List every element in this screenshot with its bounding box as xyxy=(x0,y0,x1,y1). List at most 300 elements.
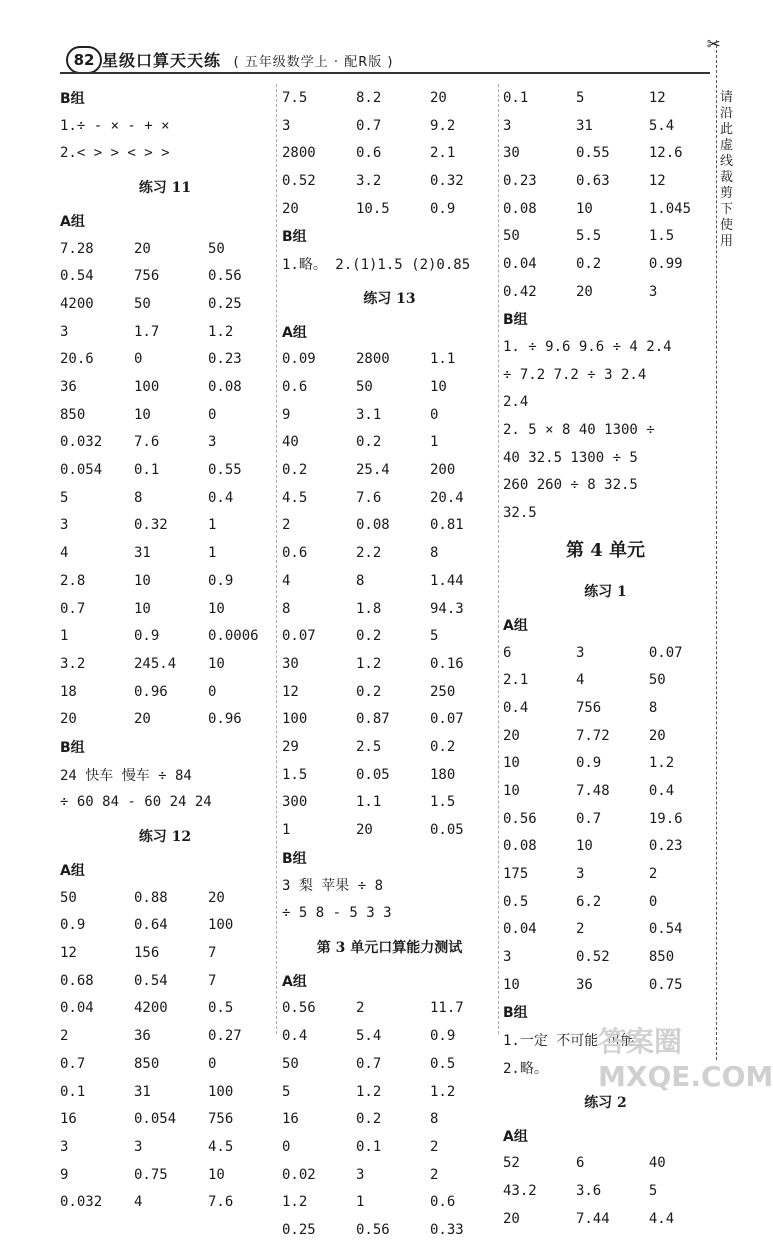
answer-row xyxy=(60,512,270,540)
answer-row xyxy=(282,1133,497,1161)
answer-cell: 250 xyxy=(430,683,456,700)
answer-cell: 4 xyxy=(282,572,291,589)
answer-cell: 0.81 xyxy=(430,517,464,534)
answer-cell: 3 xyxy=(134,1138,143,1155)
answer-cell: 3 xyxy=(60,517,69,534)
answer-cell: 0.4 xyxy=(208,489,234,506)
answer-row xyxy=(282,1161,497,1189)
answer-cell: 0.56 xyxy=(208,268,242,285)
answer-row xyxy=(282,512,497,540)
answer-cell: 2.8 xyxy=(60,572,86,589)
answer-row xyxy=(60,484,270,512)
answer-cell: 7.72 xyxy=(575,727,610,744)
answer-cell: 10 xyxy=(430,379,447,396)
answer-row xyxy=(503,1149,708,1177)
answer-cell: 0.9 xyxy=(575,755,602,772)
answer-line: 1.略。 2.(1)1.5 (2)0.85 xyxy=(282,256,471,273)
page-number: 82 xyxy=(66,46,102,74)
answer-row xyxy=(60,1105,270,1133)
answer-cell: 0.27 xyxy=(208,1028,242,1045)
answer-cell: 175 xyxy=(503,866,529,883)
answer-table xyxy=(60,884,270,1216)
answer-cell: 10 xyxy=(575,200,593,217)
answer-row xyxy=(282,789,497,817)
page-header xyxy=(0,0,710,86)
answer-cell: 0.23 xyxy=(208,351,242,368)
answer-cell: 0.09 xyxy=(282,351,316,368)
answer-cell: 0.07 xyxy=(282,628,316,645)
answer-cell: 1.2 xyxy=(356,1083,382,1100)
answer-cell: 20 xyxy=(134,240,151,257)
answer-cell: 0 xyxy=(282,1138,291,1155)
group-label: A组 xyxy=(503,1128,528,1145)
answer-table xyxy=(282,995,497,1244)
answer-cell: 1.1 xyxy=(430,351,456,368)
answer-cell: 0 xyxy=(430,406,439,423)
group-label: A组 xyxy=(60,863,85,880)
answer-row xyxy=(503,777,708,805)
answer-cell: 3 xyxy=(282,117,291,134)
answer-cell: 0.87 xyxy=(356,711,390,728)
answer-cell: 20 xyxy=(648,727,666,744)
answer-cell: 0.6 xyxy=(282,545,308,562)
answer-row xyxy=(282,1105,497,1133)
cut-instruction: 请沿此虚线裁剪下使用 xyxy=(720,90,734,249)
answer-cell: 50 xyxy=(282,1055,299,1072)
answer-cell: 0 xyxy=(208,683,217,700)
answer-cell: 0.33 xyxy=(430,1221,464,1238)
answer-cell: 12.6 xyxy=(648,145,683,162)
answer-cell: 1 xyxy=(430,434,439,451)
answer-cell: 36 xyxy=(60,379,77,396)
answer-row xyxy=(60,1022,270,1050)
answer-cell: 0.6 xyxy=(282,379,308,396)
answer-cell: 5 xyxy=(282,1083,291,1100)
answer-cell: 25.4 xyxy=(356,462,390,479)
answer-line: ÷ 60 84 - 60 24 24 xyxy=(60,794,212,811)
answer-row xyxy=(60,1133,270,1161)
answer-cell: 0.054 xyxy=(134,1111,177,1128)
answer-line: 2.< > > < > > xyxy=(60,145,170,162)
answer-cell: 0.55 xyxy=(208,462,242,479)
answer-cell: 100 xyxy=(208,1083,234,1100)
answer-cell: 20 xyxy=(503,727,520,744)
answer-cell: 0.5 xyxy=(503,893,529,910)
answer-cell: 10 xyxy=(503,755,520,772)
answer-cell: 0.7 xyxy=(356,1055,382,1072)
answer-cell: 0.07 xyxy=(648,644,683,661)
answer-cell: 0.32 xyxy=(430,172,464,189)
answer-cell: 20 xyxy=(60,711,77,728)
answer-table xyxy=(282,84,497,222)
answer-cell: 10 xyxy=(208,600,225,617)
answer-cell: 0.54 xyxy=(60,268,94,285)
answer-row xyxy=(282,567,497,595)
answer-cell: 16 xyxy=(60,1111,77,1128)
answer-table xyxy=(503,1149,708,1232)
answer-row xyxy=(60,429,270,457)
answer-cell: 29 xyxy=(282,738,299,755)
answer-row xyxy=(60,235,270,263)
section-title: 练习 1 xyxy=(584,584,627,600)
answer-cell: 0 xyxy=(134,351,143,368)
answer-row xyxy=(503,1205,708,1233)
answer-row xyxy=(282,761,497,789)
answer-cell: 20 xyxy=(430,89,447,106)
answer-cell: 7 xyxy=(208,972,217,989)
group-label: A组 xyxy=(282,324,307,341)
answer-row xyxy=(282,1078,497,1106)
answer-cell: 2 xyxy=(60,1028,69,1045)
scissors-icon: ✂ xyxy=(707,32,721,57)
answer-cell: 756 xyxy=(208,1111,234,1128)
answer-cell: 2.5 xyxy=(356,738,382,755)
group-label: A组 xyxy=(282,973,307,990)
answer-cell: 5 xyxy=(430,628,439,645)
answer-cell: 2 xyxy=(282,517,291,534)
answer-row xyxy=(282,622,497,650)
answer-cell: 0.16 xyxy=(430,655,464,672)
answer-row xyxy=(60,1078,270,1106)
answer-cell: 3 xyxy=(208,434,217,451)
answer-cell: 50 xyxy=(134,295,151,312)
answer-row xyxy=(60,939,270,967)
answer-cell: 0.4 xyxy=(503,699,529,716)
answer-cell: 10 xyxy=(503,782,520,799)
answer-cell: 20 xyxy=(575,283,593,300)
answer-cell: 40 xyxy=(282,434,299,451)
answer-row xyxy=(503,84,708,112)
answer-cell: 5.4 xyxy=(356,1028,382,1045)
answer-cell: 8.2 xyxy=(356,89,382,106)
answer-row xyxy=(503,639,708,667)
answer-cell: 7.28 xyxy=(60,240,94,257)
answer-cell: 3 xyxy=(503,949,512,966)
answer-cell: 10 xyxy=(503,976,520,993)
answer-cell: 8 xyxy=(430,545,439,562)
answer-cell: 2800 xyxy=(356,351,390,368)
answer-cell: 0.6 xyxy=(430,1194,456,1211)
answer-row xyxy=(503,943,708,971)
answer-cell: 756 xyxy=(575,699,602,716)
answer-cell: 11.7 xyxy=(430,1000,464,1017)
answer-cell: 0.7 xyxy=(356,117,382,134)
answer-cell: 5 xyxy=(60,489,69,506)
answer-row xyxy=(503,722,708,750)
answer-row xyxy=(282,816,497,844)
answer-cell: 0.63 xyxy=(575,172,610,189)
answer-cell: 6 xyxy=(575,1155,585,1172)
answer-cell: 50 xyxy=(648,672,666,689)
answer-cell: 0.2 xyxy=(575,255,602,272)
answer-cell: 7.44 xyxy=(575,1210,610,1227)
answer-cell: 0.2 xyxy=(282,462,308,479)
answer-cell: 0.42 xyxy=(503,283,537,300)
answer-cell: 8 xyxy=(134,489,143,506)
group-label: B组 xyxy=(503,312,528,329)
answer-cell: 20 xyxy=(503,1210,520,1227)
answer-cell: 0.07 xyxy=(430,711,464,728)
group-label: B组 xyxy=(282,229,307,246)
answer-cell: 0.05 xyxy=(430,822,464,839)
answer-row xyxy=(503,112,708,140)
section-title: 练习 2 xyxy=(584,1094,627,1111)
answer-row xyxy=(503,749,708,777)
answer-cell: 10 xyxy=(208,1166,225,1183)
answer-cell: 0.4 xyxy=(648,782,675,799)
book-title xyxy=(102,48,393,71)
answer-cell: 0.54 xyxy=(134,972,168,989)
answer-row xyxy=(60,567,270,595)
answer-row xyxy=(503,916,708,944)
answer-cell: 0.7 xyxy=(60,1055,86,1072)
answer-cell: 10 xyxy=(134,572,151,589)
answer-cell: 3.2 xyxy=(356,172,382,189)
group-label: B组 xyxy=(60,90,85,107)
answer-cell: 4.5 xyxy=(282,489,308,506)
answer-row xyxy=(282,112,497,140)
answer-row xyxy=(60,967,270,995)
answer-row xyxy=(282,678,497,706)
answer-cell: 16 xyxy=(282,1111,299,1128)
answer-cell: 20.4 xyxy=(430,489,464,506)
answer-cell: 8 xyxy=(648,699,658,716)
answer-row xyxy=(60,705,270,733)
column-divider xyxy=(276,84,277,1034)
answer-cell: 7.6 xyxy=(208,1194,234,1211)
answer-row xyxy=(282,84,497,112)
answer-cell: 850 xyxy=(134,1055,160,1072)
answer-line: 1. ÷ 9.6 9.6 ÷ 4 2.4 xyxy=(503,339,672,356)
answer-row xyxy=(282,429,497,457)
answer-cell: 0.05 xyxy=(356,766,390,783)
cut-line xyxy=(716,40,717,1060)
answer-cell: 12 xyxy=(648,89,666,106)
section-title: 练习 11 xyxy=(138,180,192,197)
answer-cell: 1 xyxy=(282,822,291,839)
answer-cell: 9 xyxy=(282,406,291,423)
section-title: 练习 12 xyxy=(138,829,192,846)
answer-table xyxy=(503,84,708,306)
answer-cell: 0.9 xyxy=(60,917,86,934)
answer-cell: 43.2 xyxy=(503,1182,537,1199)
answer-cell: 1.045 xyxy=(648,200,692,217)
answer-row xyxy=(503,1177,708,1205)
answer-cell: 850 xyxy=(648,949,675,966)
answer-line: 24 快车 慢车 ÷ 84 xyxy=(60,767,192,784)
answer-row xyxy=(503,167,708,195)
answer-cell: 0.32 xyxy=(134,517,168,534)
answer-cell: 1 xyxy=(356,1194,365,1211)
answer-cell: 2 xyxy=(648,866,658,883)
answer-cell: 0 xyxy=(648,893,658,910)
answer-cell: 0.75 xyxy=(134,1166,168,1183)
answer-cell: 0.52 xyxy=(282,172,316,189)
answer-row xyxy=(503,805,708,833)
answer-row xyxy=(60,1161,270,1189)
answer-cell: 4.4 xyxy=(648,1210,675,1227)
answer-row xyxy=(282,1188,497,1216)
answer-cell: 4.5 xyxy=(208,1138,234,1155)
column-divider xyxy=(498,84,499,1034)
answer-cell: 0.88 xyxy=(134,889,168,906)
answer-cell: 200 xyxy=(430,462,456,479)
answer-cell: 10 xyxy=(134,406,151,423)
answer-cell: 30 xyxy=(282,655,299,672)
answer-line: 1.÷ - × - + × xyxy=(60,117,170,134)
answer-cell: 1.2 xyxy=(430,1083,456,1100)
answer-cell: 0.54 xyxy=(648,921,683,938)
answer-row xyxy=(503,694,708,722)
answer-cell: 12 xyxy=(282,683,299,700)
answer-row xyxy=(60,595,270,623)
answer-row xyxy=(503,833,708,861)
answer-cell: 2800 xyxy=(282,145,316,162)
answer-row xyxy=(282,1050,497,1078)
answer-cell: 0.04 xyxy=(503,921,537,938)
answer-row xyxy=(282,373,497,401)
answer-cell: 100 xyxy=(208,917,234,934)
answer-row xyxy=(282,595,497,623)
answer-cell: 0.1 xyxy=(60,1083,86,1100)
answer-cell: 7.6 xyxy=(356,489,382,506)
answer-cell: 245.4 xyxy=(134,655,177,672)
answer-cell: 10 xyxy=(208,655,225,672)
answer-row xyxy=(503,195,708,223)
section-title: 第 3 单元口算能力测试 xyxy=(316,939,463,956)
answer-cell: 850 xyxy=(60,406,86,423)
answer-row xyxy=(60,539,270,567)
answer-row xyxy=(503,139,708,167)
book-subtitle: ( 五年级数学上 · 配R版 ) xyxy=(233,55,394,70)
answer-cell: 6 xyxy=(503,644,512,661)
answer-cell: 3.1 xyxy=(356,406,382,423)
answer-row xyxy=(282,1216,497,1244)
answer-cell: 0.55 xyxy=(575,145,610,162)
answer-cell: 156 xyxy=(134,945,160,962)
answer-cell: 3 xyxy=(503,117,512,134)
answer-cell: 10.5 xyxy=(356,200,390,217)
answer-cell: 0.9 xyxy=(430,200,456,217)
answer-cell: 50 xyxy=(60,889,77,906)
answer-cell: 1 xyxy=(208,545,217,562)
answer-row xyxy=(503,222,708,250)
answer-cell: 0.1 xyxy=(356,1138,382,1155)
answer-line: ÷ 5 8 - 5 3 3 xyxy=(282,905,392,922)
answer-cell: 0.2 xyxy=(356,628,382,645)
answer-cell: 0.23 xyxy=(648,838,683,855)
answer-cell: 0.2 xyxy=(356,434,382,451)
answer-cell: 756 xyxy=(134,268,160,285)
answer-cell: 0.08 xyxy=(503,200,537,217)
answer-cell: 0.08 xyxy=(503,838,537,855)
answer-row xyxy=(282,346,497,374)
answer-table xyxy=(503,639,708,999)
answer-cell: 0.054 xyxy=(60,462,103,479)
answer-cell: 0.96 xyxy=(134,683,168,700)
answer-cell: 3.2 xyxy=(60,655,86,672)
answer-cell: 0.9 xyxy=(134,628,160,645)
answer-line: 32.5 xyxy=(503,505,537,522)
answer-line: 260 260 ÷ 8 32.5 xyxy=(503,477,638,494)
answer-cell: 0.04 xyxy=(60,1000,94,1017)
answer-cell: 4 xyxy=(60,545,69,562)
answer-row xyxy=(60,401,270,429)
answer-row xyxy=(282,995,497,1023)
answer-cell: 50 xyxy=(208,240,225,257)
answer-cell: 1.5 xyxy=(648,228,675,245)
answer-line: 3 梨 苹果 ÷ 8 xyxy=(282,878,384,895)
answer-cell: 0.032 xyxy=(60,434,103,451)
answer-cell: 0.23 xyxy=(503,172,537,189)
answer-cell: 8 xyxy=(430,1111,439,1128)
answer-cell: 0.032 xyxy=(60,1194,103,1211)
answer-cell: 0.5 xyxy=(208,1000,234,1017)
answer-column-1 xyxy=(60,84,270,1216)
watermark: 答案圈 MXQE.COM xyxy=(598,1025,773,1093)
answer-cell: 5 xyxy=(575,89,585,106)
answer-cell: 0.1 xyxy=(134,462,160,479)
answer-cell: 1.2 xyxy=(648,755,675,772)
answer-cell: 20 xyxy=(208,889,225,906)
answer-cell: 0.2 xyxy=(356,683,382,700)
answer-cell: 40 xyxy=(648,1155,666,1172)
answer-row xyxy=(282,456,497,484)
answer-cell: 3 xyxy=(648,283,658,300)
answer-cell: 20.6 xyxy=(60,351,94,368)
answer-row xyxy=(282,195,497,223)
answer-cell: 4200 xyxy=(134,1000,168,1017)
answer-cell: 0.56 xyxy=(503,810,537,827)
answer-line: 2.4 xyxy=(503,394,529,411)
answer-row xyxy=(60,884,270,912)
answer-cell: 0.5 xyxy=(430,1055,456,1072)
answer-cell: 8 xyxy=(282,600,291,617)
answer-row xyxy=(282,484,497,512)
answer-cell: 94.3 xyxy=(430,600,464,617)
answer-cell: 12 xyxy=(60,945,77,962)
answer-cell: 0.0006 xyxy=(208,628,259,645)
answer-cell: 0.1 xyxy=(503,89,529,106)
answer-cell: 7.5 xyxy=(282,89,308,106)
answer-cell: 300 xyxy=(282,794,308,811)
answer-cell: 3 xyxy=(575,644,585,661)
title-text: 星级口算天天练 xyxy=(102,51,222,70)
answer-cell: 50 xyxy=(503,228,520,245)
answer-cell: 2 xyxy=(356,1000,365,1017)
answer-row xyxy=(60,678,270,706)
answer-cell: 6.2 xyxy=(575,893,602,910)
answer-cell: 2 xyxy=(430,1166,439,1183)
answer-cell: 4 xyxy=(575,672,585,689)
answer-cell: 2.2 xyxy=(356,545,382,562)
answer-cell: 2 xyxy=(575,921,585,938)
answer-cell: 0.25 xyxy=(282,1221,316,1238)
answer-cell: 0.9 xyxy=(430,1028,456,1045)
answer-cell: 50 xyxy=(356,379,373,396)
answer-table xyxy=(60,235,270,733)
group-label: B组 xyxy=(60,739,85,756)
answer-cell: 0.08 xyxy=(208,379,242,396)
answer-cell: 0.99 xyxy=(648,255,683,272)
answer-cell: 180 xyxy=(430,766,456,783)
answer-row xyxy=(60,456,270,484)
answer-cell: 0.4 xyxy=(282,1028,308,1045)
answer-cell: 1.2 xyxy=(282,1194,308,1211)
answer-row xyxy=(60,995,270,1023)
answer-cell: 1.2 xyxy=(208,323,234,340)
answer-row xyxy=(282,539,497,567)
